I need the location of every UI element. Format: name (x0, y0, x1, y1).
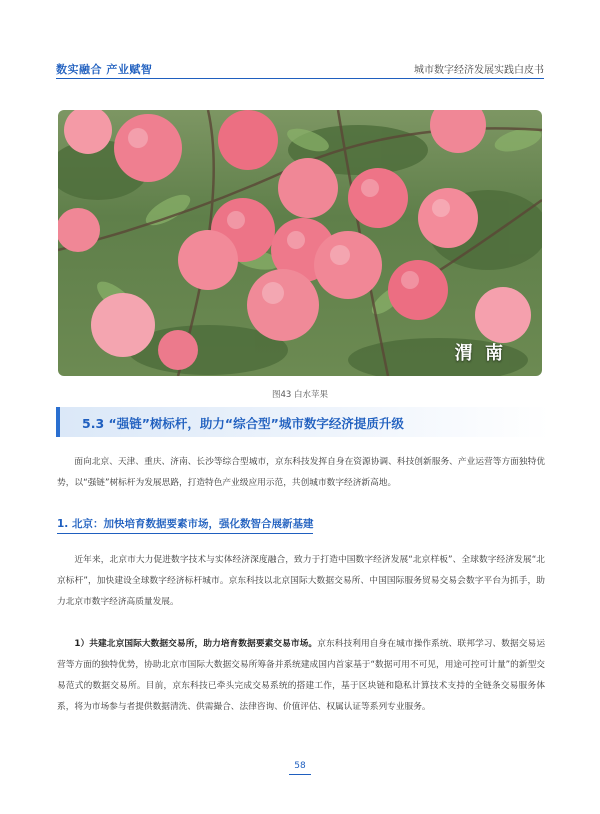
beijing-paragraph: 近年来，北京市大力促进数字技术与实体经济深度融合，致力于打造中国数字经济发展“北京样板”、全球数字经济发展“北京标杆”，加快建设全球数字经济标杆城市。京东科技以北京国际大数据交易所、中国国际服务贸易交易会数字平台为抓手，助力北京市数字经济高质量发展。 (57, 555, 545, 607)
point1-paragraph (57, 634, 545, 718)
header-left-title: 数实融合 产业赋智 (56, 63, 153, 76)
intro-paragraph: 面向北京、天津、重庆、济南、长沙等综合型城市，京东科技发挥自身在资源协调、科技创新服务、产业运营等方面独特优势，以“强链”树标杆为发展思路，打造特色产业级应用示范，共创城市数字经济新高地。 (57, 457, 545, 488)
point1-lead: 1）共建北京国际大数据交易所，助力培育数据要素交易市场。 (74, 639, 318, 649)
header-right-title: 城市数字经济发展实践白皮书 (414, 65, 544, 76)
section-title: 5.3 “强链”树标杆，助力“综合型”城市数字经济提质升级 (82, 416, 404, 431)
subsection-title: 1. 北京：加快培育数据要素市场，强化数智合展新基建 (57, 516, 313, 534)
header-divider (56, 78, 544, 79)
page-number: 58 (294, 761, 306, 771)
photo-location-label: 渭 南 (454, 343, 506, 364)
apple-photo (58, 110, 542, 376)
figure-caption: 图43 白水苹果 (271, 390, 329, 400)
page-number-underline (289, 774, 311, 775)
section-heading-bar (56, 407, 550, 437)
point1-body: 京东科技利用自身在城市操作系统、联邦学习、数据交易运营等方面的独特优势，协助北京市国际大数据交易所筹备并系统建成国内首家基于“数据可用不可见，用途可控可计量”的新型交易范式的数据交易所。目前，京东科技已牵头完成交易系统的搭建工作，基于区块链和隐私计算技术支持的全链条交易服务体系，将为市场参与者提供数据清洗、供需撮合、法律咨询、价值评估、权属认证等系列专业服务。 (57, 639, 546, 712)
apple-orchard-illustration (58, 110, 542, 376)
